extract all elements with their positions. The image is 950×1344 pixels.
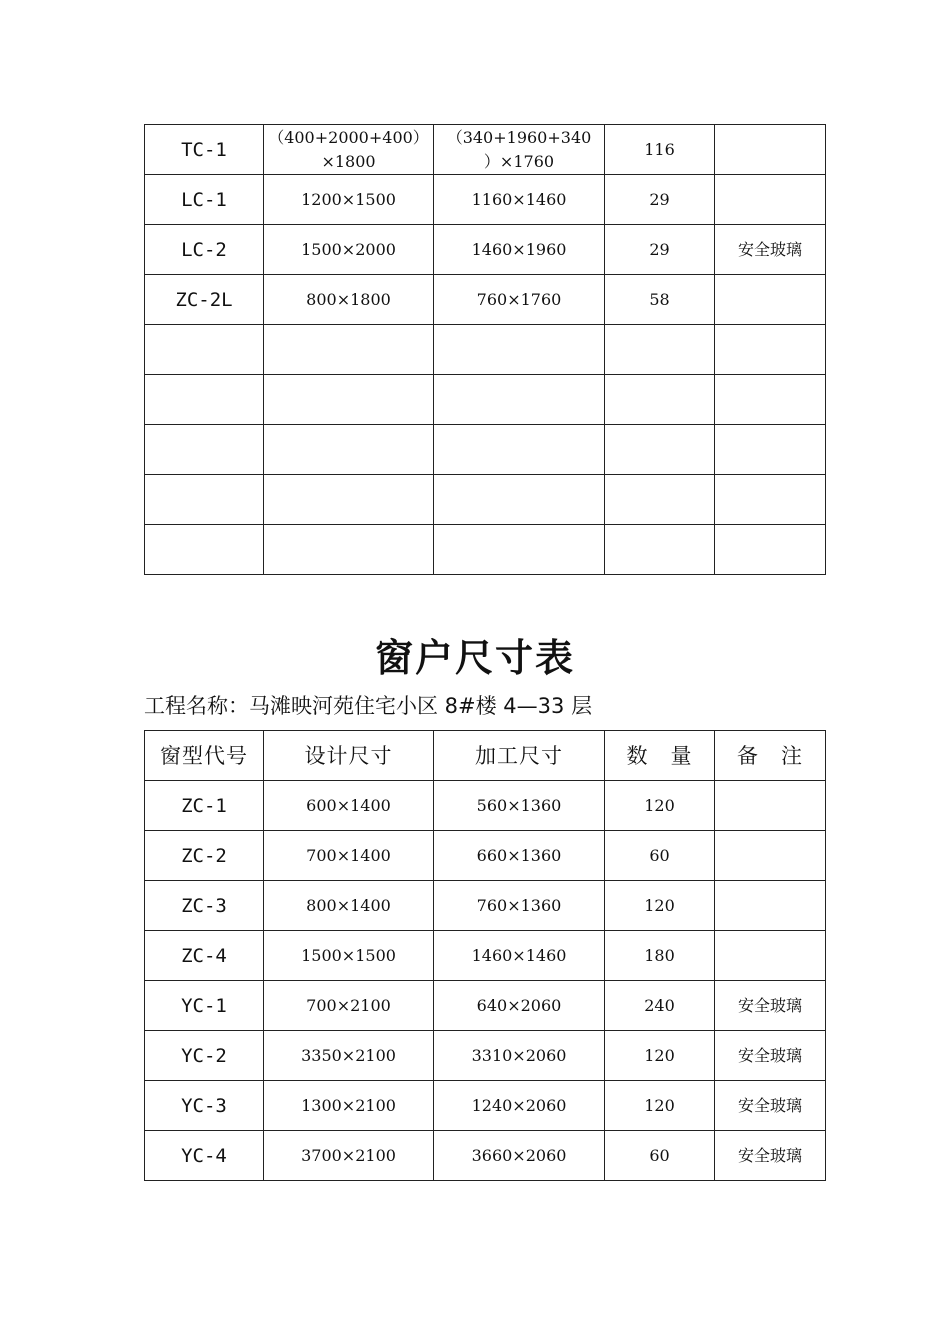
quantity-cell: [605, 525, 715, 575]
processing-size-cell: （340+1960+340 ）×1760: [434, 125, 605, 175]
table-row: [145, 425, 826, 475]
quantity-cell: 29: [605, 225, 715, 275]
remark-cell: [715, 881, 826, 931]
window-table-continued: [144, 124, 826, 575]
quantity-cell: [605, 375, 715, 425]
processing-size-cell: 1460×1960: [434, 225, 605, 275]
processing-size-cell: 760×1360: [434, 881, 605, 931]
table-row: [145, 375, 826, 425]
window-code-cell: LC-2: [145, 225, 264, 275]
window-code-cell: ZC-4: [145, 931, 264, 981]
quantity-cell: [605, 475, 715, 525]
processing-size-cell: [434, 325, 605, 375]
window-code-cell: ZC-3: [145, 881, 264, 931]
remark-cell: 安全玻璃: [715, 1031, 826, 1081]
quantity-cell: 120: [605, 881, 715, 931]
processing-size-cell: 1160×1460: [434, 175, 605, 225]
quantity-cell: 60: [605, 1131, 715, 1181]
remark-cell: [715, 931, 826, 981]
processing-size-cell: [434, 525, 605, 575]
design-size-cell: 1300×2100: [264, 1081, 434, 1131]
table-row: [145, 1131, 826, 1181]
table-row: [145, 175, 826, 225]
quantity-cell: 60: [605, 831, 715, 881]
processing-size-cell: [434, 375, 605, 425]
design-size-cell: [264, 325, 434, 375]
processing-size-cell: 660×1360: [434, 831, 605, 881]
window-code-cell: ZC-1: [145, 781, 264, 831]
window-code-cell: LC-1: [145, 175, 264, 225]
remark-cell: [715, 325, 826, 375]
quantity-cell: 180: [605, 931, 715, 981]
table-row: [145, 1081, 826, 1131]
table-header-row: [145, 731, 826, 781]
table-row: [145, 831, 826, 881]
table-row: [145, 881, 826, 931]
remark-cell: [715, 525, 826, 575]
quantity-cell: 120: [605, 1031, 715, 1081]
design-size-cell: 1500×2000: [264, 225, 434, 275]
processing-size-cell: 3310×2060: [434, 1031, 605, 1081]
table-row: [145, 275, 826, 325]
design-size-cell: [264, 525, 434, 575]
processing-size-cell: 1240×2060: [434, 1081, 605, 1131]
header-quantity: 数 量: [605, 731, 715, 781]
processing-size-cell: 1460×1460: [434, 931, 605, 981]
design-size-cell: 3700×2100: [264, 1131, 434, 1181]
window-code-cell: YC-1: [145, 981, 264, 1031]
design-size-cell: [264, 375, 434, 425]
quantity-cell: [605, 425, 715, 475]
processing-size-cell: 640×2060: [434, 981, 605, 1031]
table-row: [145, 981, 826, 1031]
remark-cell: [715, 175, 826, 225]
quantity-cell: 58: [605, 275, 715, 325]
window-code-cell: [145, 425, 264, 475]
window-size-table: [144, 730, 826, 1181]
table-row: [145, 525, 826, 575]
table-row: [145, 931, 826, 981]
remark-cell: [715, 831, 826, 881]
processing-size-cell: [434, 475, 605, 525]
design-size-cell: [264, 425, 434, 475]
table-row: [145, 325, 826, 375]
project-name: 工程名称：马滩映河苑住宅小区 8#楼 4—33 层: [144, 694, 593, 718]
quantity-cell: [605, 325, 715, 375]
quantity-cell: 120: [605, 1081, 715, 1131]
design-size-cell: 700×1400: [264, 831, 434, 881]
processing-size-cell: [434, 425, 605, 475]
window-code-cell: [145, 325, 264, 375]
design-size-cell: 700×2100: [264, 981, 434, 1031]
design-size-cell: 600×1400: [264, 781, 434, 831]
quantity-cell: 120: [605, 781, 715, 831]
design-size-cell: 3350×2100: [264, 1031, 434, 1081]
window-code-cell: [145, 475, 264, 525]
window-code-cell: ZC-2: [145, 831, 264, 881]
design-size-cell: 800×1800: [264, 275, 434, 325]
design-size-cell: 800×1400: [264, 881, 434, 931]
window-code-cell: ZC-2L: [145, 275, 264, 325]
remark-cell: [715, 375, 826, 425]
quantity-cell: 29: [605, 175, 715, 225]
remark-cell: 安全玻璃: [715, 225, 826, 275]
design-size-cell: 1200×1500: [264, 175, 434, 225]
remark-cell: 安全玻璃: [715, 1081, 826, 1131]
table-row: [145, 225, 826, 275]
remark-cell: 安全玻璃: [715, 981, 826, 1031]
design-size-cell: [264, 475, 434, 525]
window-code-cell: YC-3: [145, 1081, 264, 1131]
page-title: 窗户尺寸表: [374, 636, 575, 680]
design-size-cell: （400+2000+400） ×1800: [264, 125, 434, 175]
table-row: [145, 125, 826, 175]
processing-size-cell: 3660×2060: [434, 1131, 605, 1181]
header-window-code: 窗型代号: [145, 731, 264, 781]
processing-size-cell: 560×1360: [434, 781, 605, 831]
window-code-cell: YC-2: [145, 1031, 264, 1081]
table-row: [145, 1031, 826, 1081]
window-code-cell: TC-1: [145, 125, 264, 175]
design-size-cell: 1500×1500: [264, 931, 434, 981]
remark-cell: [715, 275, 826, 325]
quantity-cell: 240: [605, 981, 715, 1031]
remark-cell: [715, 425, 826, 475]
header-processing-size: 加工尺寸: [434, 731, 605, 781]
remark-cell: [715, 125, 826, 175]
window-code-cell: [145, 525, 264, 575]
quantity-cell: 116: [605, 125, 715, 175]
header-design-size: 设计尺寸: [264, 731, 434, 781]
header-remark: 备 注: [715, 731, 826, 781]
remark-cell: [715, 475, 826, 525]
remark-cell: 安全玻璃: [715, 1131, 826, 1181]
remark-cell: [715, 781, 826, 831]
window-code-cell: [145, 375, 264, 425]
table-row: [145, 781, 826, 831]
table-row: [145, 475, 826, 525]
window-code-cell: YC-4: [145, 1131, 264, 1181]
processing-size-cell: 760×1760: [434, 275, 605, 325]
